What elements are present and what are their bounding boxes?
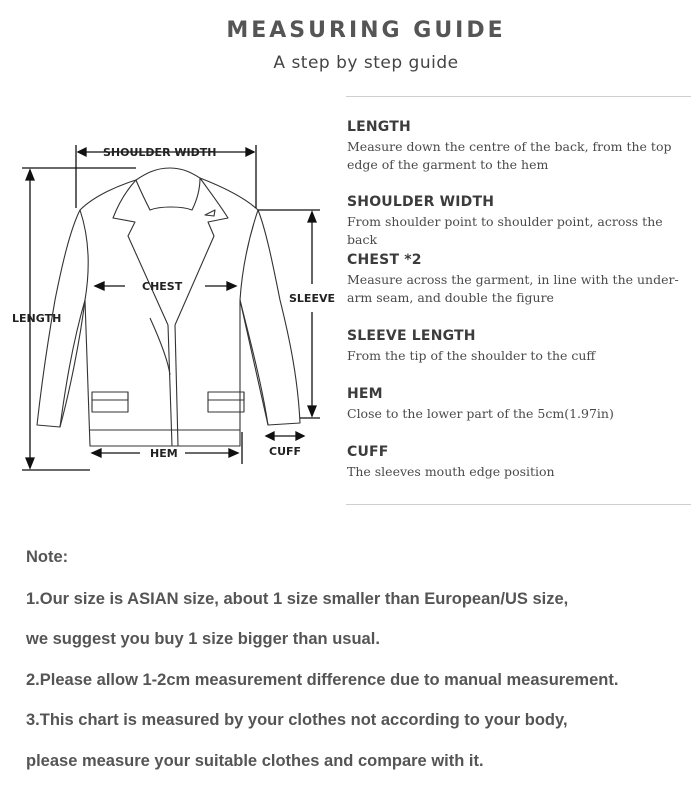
- definition-length: [347, 119, 692, 174]
- bottom-divider: [346, 504, 691, 505]
- note-line: 1.Our size is ASIAN size, about 1 size smaller than European/US size,: [26, 590, 569, 608]
- definition-text: From shoulder point to shoulder point, across the back: [347, 214, 663, 247]
- page-title: MEASURING GUIDE: [226, 18, 506, 43]
- definition-text: Close to the lower part of the 5cm(1.97in): [347, 406, 614, 421]
- definition-cuff: [347, 444, 692, 481]
- definition-title: CUFF: [347, 444, 389, 460]
- definition-title: SHOULDER WIDTH: [347, 194, 495, 210]
- definition-title: HEM: [347, 386, 383, 402]
- sleeve-label: SLEEVE: [289, 292, 335, 305]
- definition-text: Measure across the garment, in line with the under-arm seam, and double the figure: [347, 272, 679, 305]
- definition-text: Measure down the centre of the back, from the top edge of the garment to the hem: [347, 139, 672, 172]
- chest-label: CHEST: [142, 280, 183, 293]
- definition-text: From the tip of the shoulder to the cuff: [347, 348, 596, 363]
- hem-label: HEM: [150, 447, 178, 460]
- shoulder-width-label: SHOULDER WIDTH: [103, 146, 217, 159]
- top-divider: [346, 96, 691, 97]
- notes-heading: Note:: [26, 548, 69, 566]
- note-line: please measure your suitable clothes and compare with it.: [26, 752, 484, 770]
- note-line: we suggest you buy 1 size bigger than usual.: [26, 630, 380, 648]
- length-label: LENGTH: [12, 312, 62, 325]
- definition-shoulder-width: [347, 194, 692, 249]
- cuff-label: CUFF: [269, 445, 302, 458]
- definition-title: SLEEVE LENGTH: [347, 328, 476, 344]
- definition-title: CHEST *2: [347, 252, 422, 268]
- definition-title: LENGTH: [347, 119, 411, 135]
- page-subtitle: A step by step guide: [273, 53, 459, 73]
- note-line: 2.Please allow 1-2cm measurement difference due to manual measurement.: [26, 671, 619, 689]
- definition-text: The sleeves mouth edge position: [347, 464, 555, 479]
- definition-sleeve-length: [347, 328, 692, 365]
- note-line: 3.This chart is measured by your clothes not according to your body,: [26, 711, 568, 729]
- definition-chest: [347, 252, 692, 307]
- definition-hem: [347, 386, 692, 423]
- jacket-diagram: [0, 130, 340, 480]
